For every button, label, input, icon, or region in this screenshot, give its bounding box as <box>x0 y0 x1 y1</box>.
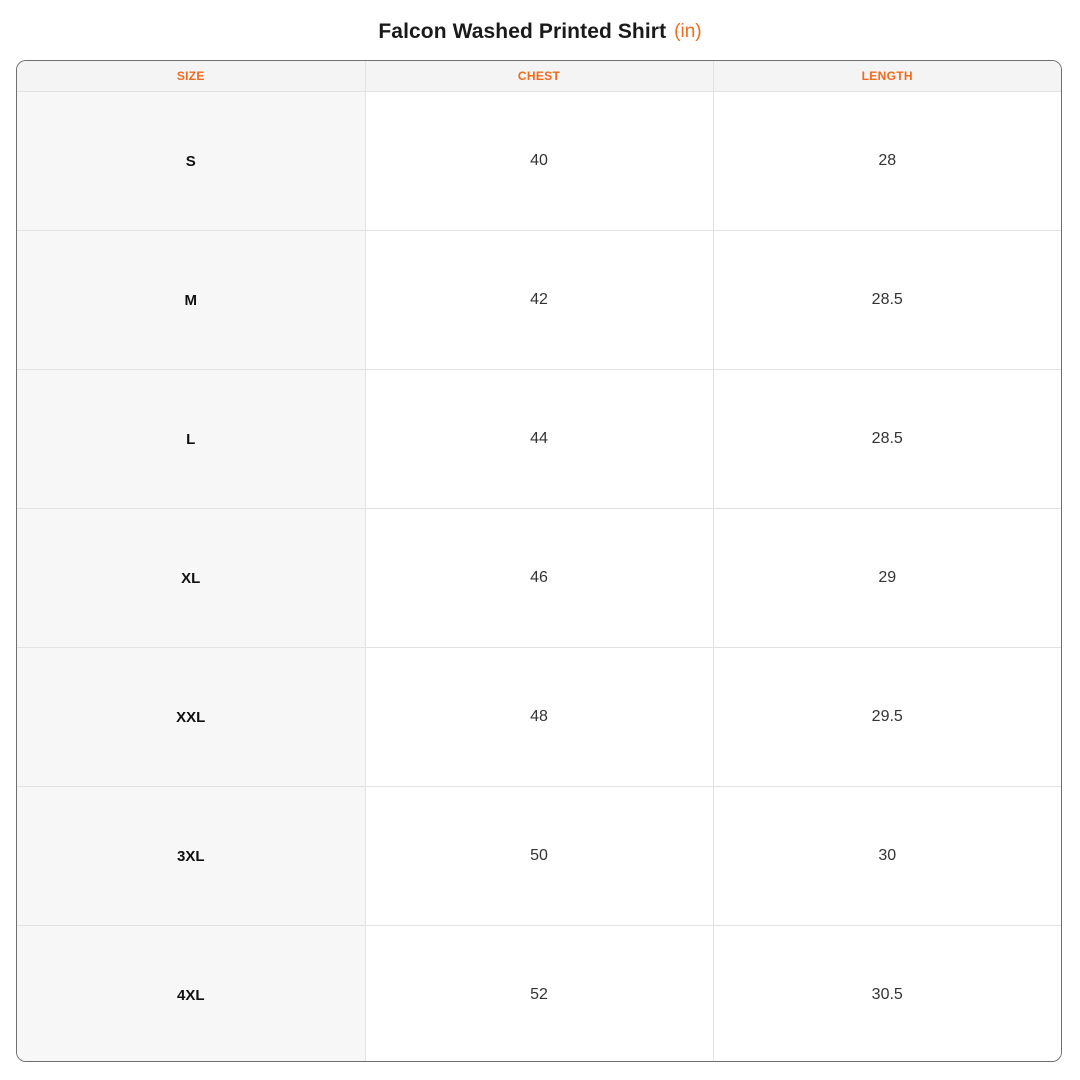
table-row <box>17 787 1061 926</box>
size-table-container <box>16 60 1062 1062</box>
title-row <box>0 16 1080 48</box>
size-table <box>17 61 1061 1062</box>
size-cell: 4XL <box>17 926 365 1063</box>
table-row <box>17 231 1061 370</box>
unit-label: (in) <box>674 21 702 42</box>
length-cell: 28.5 <box>713 370 1061 509</box>
size-cell: XXL <box>17 648 365 787</box>
column-header-chest: CHEST <box>365 61 713 92</box>
length-cell: 29.5 <box>713 648 1061 787</box>
table-row <box>17 92 1061 231</box>
table-row <box>17 926 1061 1063</box>
column-header-size: SIZE <box>17 61 365 92</box>
table-row <box>17 370 1061 509</box>
length-cell: 29 <box>713 509 1061 648</box>
length-cell: 30.5 <box>713 926 1061 1063</box>
chest-cell: 44 <box>365 370 713 509</box>
column-header-length: LENGTH <box>713 61 1061 92</box>
chest-cell: 46 <box>365 509 713 648</box>
chest-cell: 50 <box>365 787 713 926</box>
chest-cell: 42 <box>365 231 713 370</box>
table-row <box>17 648 1061 787</box>
length-cell: 28 <box>713 92 1061 231</box>
size-cell: M <box>17 231 365 370</box>
size-cell: L <box>17 370 365 509</box>
length-cell: 30 <box>713 787 1061 926</box>
size-cell: XL <box>17 509 365 648</box>
size-cell: S <box>17 92 365 231</box>
length-cell: 28.5 <box>713 231 1061 370</box>
chest-cell: 40 <box>365 92 713 231</box>
chest-cell: 48 <box>365 648 713 787</box>
size-cell: 3XL <box>17 787 365 926</box>
table-header-row <box>17 61 1061 92</box>
table-row <box>17 509 1061 648</box>
chart-title: Falcon Washed Printed Shirt <box>378 20 667 43</box>
chest-cell: 52 <box>365 926 713 1063</box>
